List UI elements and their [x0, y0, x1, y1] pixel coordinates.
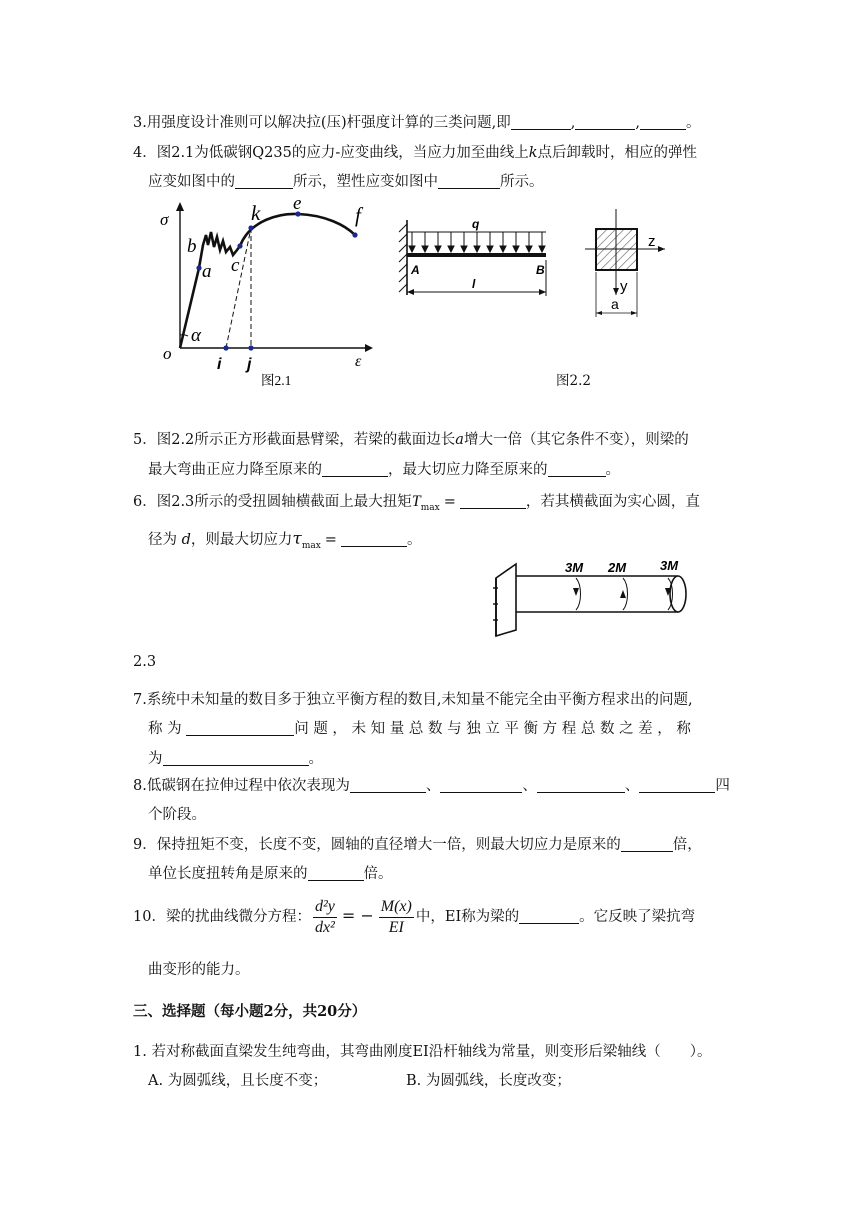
- figure-2-3-shaft: [488, 552, 698, 642]
- point-b-label: b: [187, 236, 197, 257]
- answer-blank[interactable]: [163, 751, 309, 766]
- dim-arrow-right-icon: [631, 311, 637, 315]
- answer-blank[interactable]: [460, 494, 526, 509]
- question-text: 单位长度扭转角是原来的: [148, 866, 308, 882]
- var-d: d: [181, 532, 191, 548]
- option-text: A. 为圆弧线，且长度不变；: [148, 1073, 328, 1089]
- question-text: 曲变形的能力。: [148, 962, 250, 978]
- question-text: 所示，塑性应变如图中: [293, 174, 438, 190]
- figure-caption: 图2.1: [261, 373, 292, 388]
- answer-blank[interactable]: [235, 174, 293, 189]
- question-6-line2: [148, 529, 421, 556]
- question-text: ，则最大切应力: [190, 532, 293, 548]
- answer-blank[interactable]: [639, 778, 715, 793]
- figure-2-1: [150, 195, 390, 395]
- y-axis-arrow-icon: [176, 202, 184, 211]
- figure-caption: 图2.2: [556, 373, 591, 389]
- torque-1-label: 3M: [565, 560, 584, 575]
- torque-1-arrow-icon: [573, 588, 579, 596]
- question-text: 为: [148, 751, 163, 767]
- separator: 。: [308, 751, 323, 767]
- figure-caption: 2.3: [133, 654, 157, 670]
- answer-blank[interactable]: [308, 866, 364, 881]
- question-text: 。: [605, 462, 620, 478]
- equals-sign: =: [324, 532, 337, 548]
- distributed-load-arrows: [409, 232, 545, 252]
- equals-minus: = −: [341, 906, 374, 925]
- alpha-label: α: [191, 325, 201, 346]
- point-i-label: i: [217, 356, 222, 373]
- question-text: 5．图2.2所示正方形截面悬臂梁，若梁的截面边长: [133, 432, 456, 448]
- answer-blank[interactable]: [511, 115, 571, 130]
- var-a: a: [455, 432, 464, 448]
- question-text: 中，EI称为梁的: [415, 909, 520, 925]
- fixed-support: [496, 564, 516, 636]
- answer-blank[interactable]: [440, 778, 522, 793]
- z-arrow-icon: [658, 246, 665, 252]
- choice-option-a[interactable]: [148, 1071, 327, 1091]
- question-text: 7.系统中未知量的数目多于独立平衡方程的数目,未知量不能完全由平衡方程求出的问题,: [133, 692, 693, 708]
- point-f-label: f: [355, 203, 361, 227]
- epsilon-label: ε: [355, 353, 362, 370]
- question-3: [133, 113, 700, 133]
- question-6: [133, 492, 700, 518]
- answer-blank[interactable]: [548, 462, 606, 477]
- torque-2-label: 2M: [608, 560, 627, 575]
- subscript-max: max: [420, 502, 440, 513]
- answer-blank[interactable]: [186, 721, 294, 736]
- question-7-line3: [148, 749, 323, 769]
- question-text: 径为: [148, 532, 177, 548]
- answer-blank[interactable]: [341, 532, 407, 547]
- question-5: [133, 430, 689, 450]
- separator: ,: [570, 115, 576, 131]
- answer-blank[interactable]: [575, 115, 635, 130]
- length-l-label: l: [472, 277, 476, 291]
- point-a-dot: [196, 265, 201, 270]
- figure-2-2-section: [580, 205, 675, 320]
- question-8: [133, 776, 730, 796]
- separator: 、: [624, 778, 640, 794]
- question-text: 9．保持扭矩不变，长度不变，圆轴的直径增大一倍，则最大切应力是原来的: [133, 837, 621, 853]
- subscript-max: max: [301, 540, 321, 551]
- x-axis-arrow-icon: [365, 344, 373, 352]
- question-5-line2: [148, 460, 620, 480]
- point-k-label: k: [251, 201, 261, 225]
- var-t: T: [411, 493, 421, 510]
- separator: 、: [425, 778, 441, 794]
- fraction-d2y-dx2: $\frac{\text{d²y}}{\text{dx²}}$: [314, 897, 335, 936]
- load-q-label: q: [472, 217, 480, 231]
- torque-3-label: 3M: [660, 558, 679, 573]
- question-text: 问 题 ， 未 知 量 总 数 与 独 立 平 衡 方 程 总 数 之 差 ， 称: [294, 721, 691, 737]
- beam: [407, 253, 546, 257]
- question-text: 四: [715, 778, 730, 794]
- dimension-arrow-right-icon: [539, 289, 546, 295]
- point-i-dot: [223, 345, 228, 350]
- choice-option-b[interactable]: [406, 1071, 571, 1091]
- question-text: 最大弯曲正应力降至原来的: [148, 462, 322, 478]
- separator: 、: [522, 778, 537, 794]
- question-text: 增大一倍（其它条件不变），则梁的: [463, 432, 689, 448]
- question-text: 1. 若对称截面直梁发生纯弯曲，其弯曲刚度EI沿杆轴线为常量，则变形后梁轴线（ ）。: [133, 1044, 712, 1060]
- question-text: 6．图2.3所示的受扭圆轴横截面上最大扭矩: [133, 494, 412, 510]
- side-a-label: a: [611, 296, 619, 312]
- question-text: 所示。: [500, 174, 544, 190]
- question-8-line2: [148, 805, 206, 825]
- point-e-label: e: [293, 195, 302, 214]
- question-4: [133, 143, 697, 163]
- answer-blank[interactable]: [537, 778, 625, 793]
- var-k: k: [528, 145, 538, 161]
- point-j-dot: [248, 345, 253, 350]
- question-text: 应变如图中的: [148, 174, 235, 190]
- answer-blank[interactable]: [640, 115, 686, 130]
- question-text: 倍。: [363, 866, 393, 882]
- origin-label: o: [163, 344, 172, 363]
- question-text: 个阶段。: [148, 807, 206, 823]
- end-a-label: A: [411, 263, 420, 277]
- wall-hatch: [399, 224, 407, 292]
- answer-blank[interactable]: [350, 778, 426, 793]
- question-4-line2: [148, 172, 544, 192]
- answer-blank[interactable]: [322, 462, 388, 477]
- question-text: 。它反映了梁抗弯: [579, 909, 696, 925]
- z-label: z: [648, 233, 656, 250]
- question-text: 8.低碳钢在拉伸过程中依次表现为: [133, 778, 350, 794]
- question-7-line2: [148, 719, 691, 739]
- question-text: 4．图2.1为低碳钢Q235的应力-应变曲线，当应力加至曲线上: [133, 145, 529, 161]
- separator: ,: [635, 115, 640, 131]
- point-f-dot: [352, 232, 357, 237]
- question-10: [133, 894, 695, 939]
- y-label: y: [620, 278, 628, 295]
- point-c-label: c: [231, 255, 240, 276]
- question-10-line2: [148, 960, 250, 980]
- equals-sign: =: [443, 494, 456, 510]
- separator: 。: [685, 115, 701, 131]
- dimension-arrow-left-icon: [407, 289, 414, 295]
- choice-question-1: [133, 1042, 712, 1062]
- question-text: ，若其横截面为实心圆，直: [525, 494, 700, 510]
- question-9-line2: [148, 864, 393, 884]
- question-text: 3.用强度设计准则可以解决拉(压)杆强度计算的三类问题,即: [133, 115, 511, 131]
- torque-2-arrow-icon: [620, 590, 626, 598]
- question-text: 倍，: [672, 837, 702, 853]
- var-tau: τ: [292, 529, 302, 549]
- point-c-dot: [237, 243, 242, 248]
- sigma-label: σ: [160, 210, 169, 229]
- dim-arrow-left-icon: [596, 311, 602, 315]
- question-text: ，最大切应力降至原来的: [388, 462, 548, 478]
- question-text: 称 为: [148, 721, 182, 737]
- fraction-mx-ei: $\frac{M(x)}{EI}$: [380, 897, 412, 936]
- answer-blank[interactable]: [519, 909, 579, 924]
- answer-blank[interactable]: [621, 837, 673, 852]
- question-9: [133, 835, 702, 855]
- point-j-label: j: [247, 356, 252, 373]
- figure-2-2-beam: [398, 210, 558, 310]
- point-k-dot: [248, 225, 253, 230]
- end-b-label: B: [536, 263, 545, 277]
- question-7: [133, 690, 693, 710]
- y-arrow-icon: [613, 288, 619, 295]
- point-a-label: a: [202, 261, 212, 282]
- separator: 。: [406, 532, 422, 548]
- answer-blank[interactable]: [438, 174, 500, 189]
- section-heading: 三、选择题（每小题2分，共20分）: [133, 1003, 367, 1020]
- option-text: B. 为圆弧线，长度改变；: [406, 1073, 571, 1089]
- question-text: 点后卸载时，相应的弹性: [537, 145, 698, 161]
- question-text: 10．梁的扰曲线微分方程：: [133, 909, 311, 925]
